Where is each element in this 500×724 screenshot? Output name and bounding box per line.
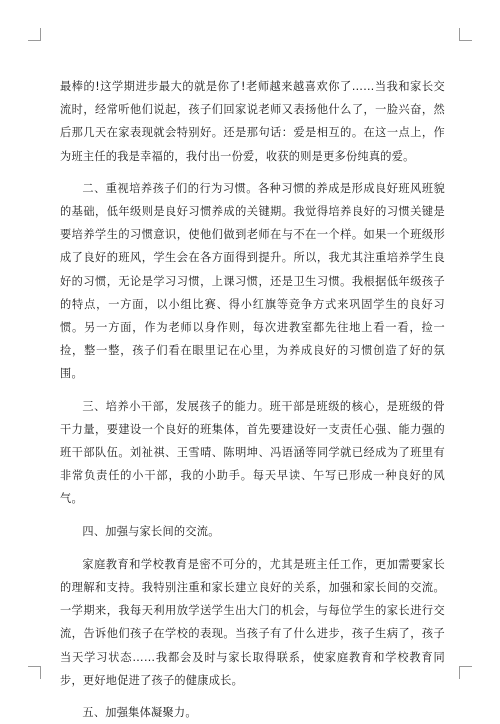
heading-parent-communication: 四、加强与家长间的交流。 — [82, 524, 220, 538]
crop-mark-bottom-right — [459, 666, 472, 679]
paragraph-parent-communication: 家庭教育和学校教育是密不可分的，尤其是班主任工作，更加需要家长的理解和支持。我特别注重和家长建立良好的关系，加强和家长间的交流。一学期来，我每天利用放学送学生出大门的机会，与每位学生的家长进行交流，告诉他们孩子在学校的表现。当孩子有了什么进步，孩子生病了，孩子当天学习状态……我都会及时与家长取得联系，使家庭教育和学校教育同步，更好地促进了孩子的健康成长。 — [60, 557, 445, 687]
document-body — [60, 75, 445, 724]
crop-mark-bottom-left — [28, 666, 41, 679]
paragraph-behavior-habits: 二、重视培养孩子们的行为习惯。各种习惯的养成是形成良好班风班貌的基础，低年级则是良好习惯养成的关键期。我觉得培养良好的习惯关键是要培养学生的习惯意识，使他们做到老师在与不在一个样。如果一个班级形成了良好的班风，学生会在各方面得到提升。所以，我尤其注重培养学生良好的习惯，无论是学习习惯，上课习惯，还是卫生习惯。我根据低年级孩子的特点，一方面，以小组比赛、得小红旗等竞争方式来巩固学生的良好习惯。另一方面，作为老师以身作则，每次进教室都先往地上看一看，捡一捡，整一整，孩子们看在眼里记在心里，为养成良好的习惯创造了好的氛围。 — [60, 181, 445, 381]
crop-mark-top-right — [459, 28, 472, 41]
paragraph-class-cadres: 三、培养小干部，发展孩子的能力。班干部是班级的核心，是班级的骨干力量，要建设一个良好的班集体，首先要建设好一支责任心强、能力强的班干部队伍。刘祉祺、王雪晴、陈明坤、冯语涵等同学就已经成为了班里有非常负责任的小干部，我的小助手。每天早读、午写已形成一种良好的风气。 — [60, 399, 445, 506]
crop-mark-top-left — [28, 28, 41, 41]
heading-collective-cohesion: 五、加强集体凝聚力。 — [82, 706, 197, 720]
paragraph-continuation: 最棒的!这学期进步最大的就是你了!老师越来越喜欢你了……当我和家长交流时，经常听他们说起，孩子们回家说老师又表扬他什么了，一脸兴奋，然后那几天在家表现就会特别好。还是那句话：爱是相互的。在这一点上，作为班主任的我是幸福的，我付出一份爱，收获的则是更多份纯真的爱。 — [60, 80, 445, 163]
